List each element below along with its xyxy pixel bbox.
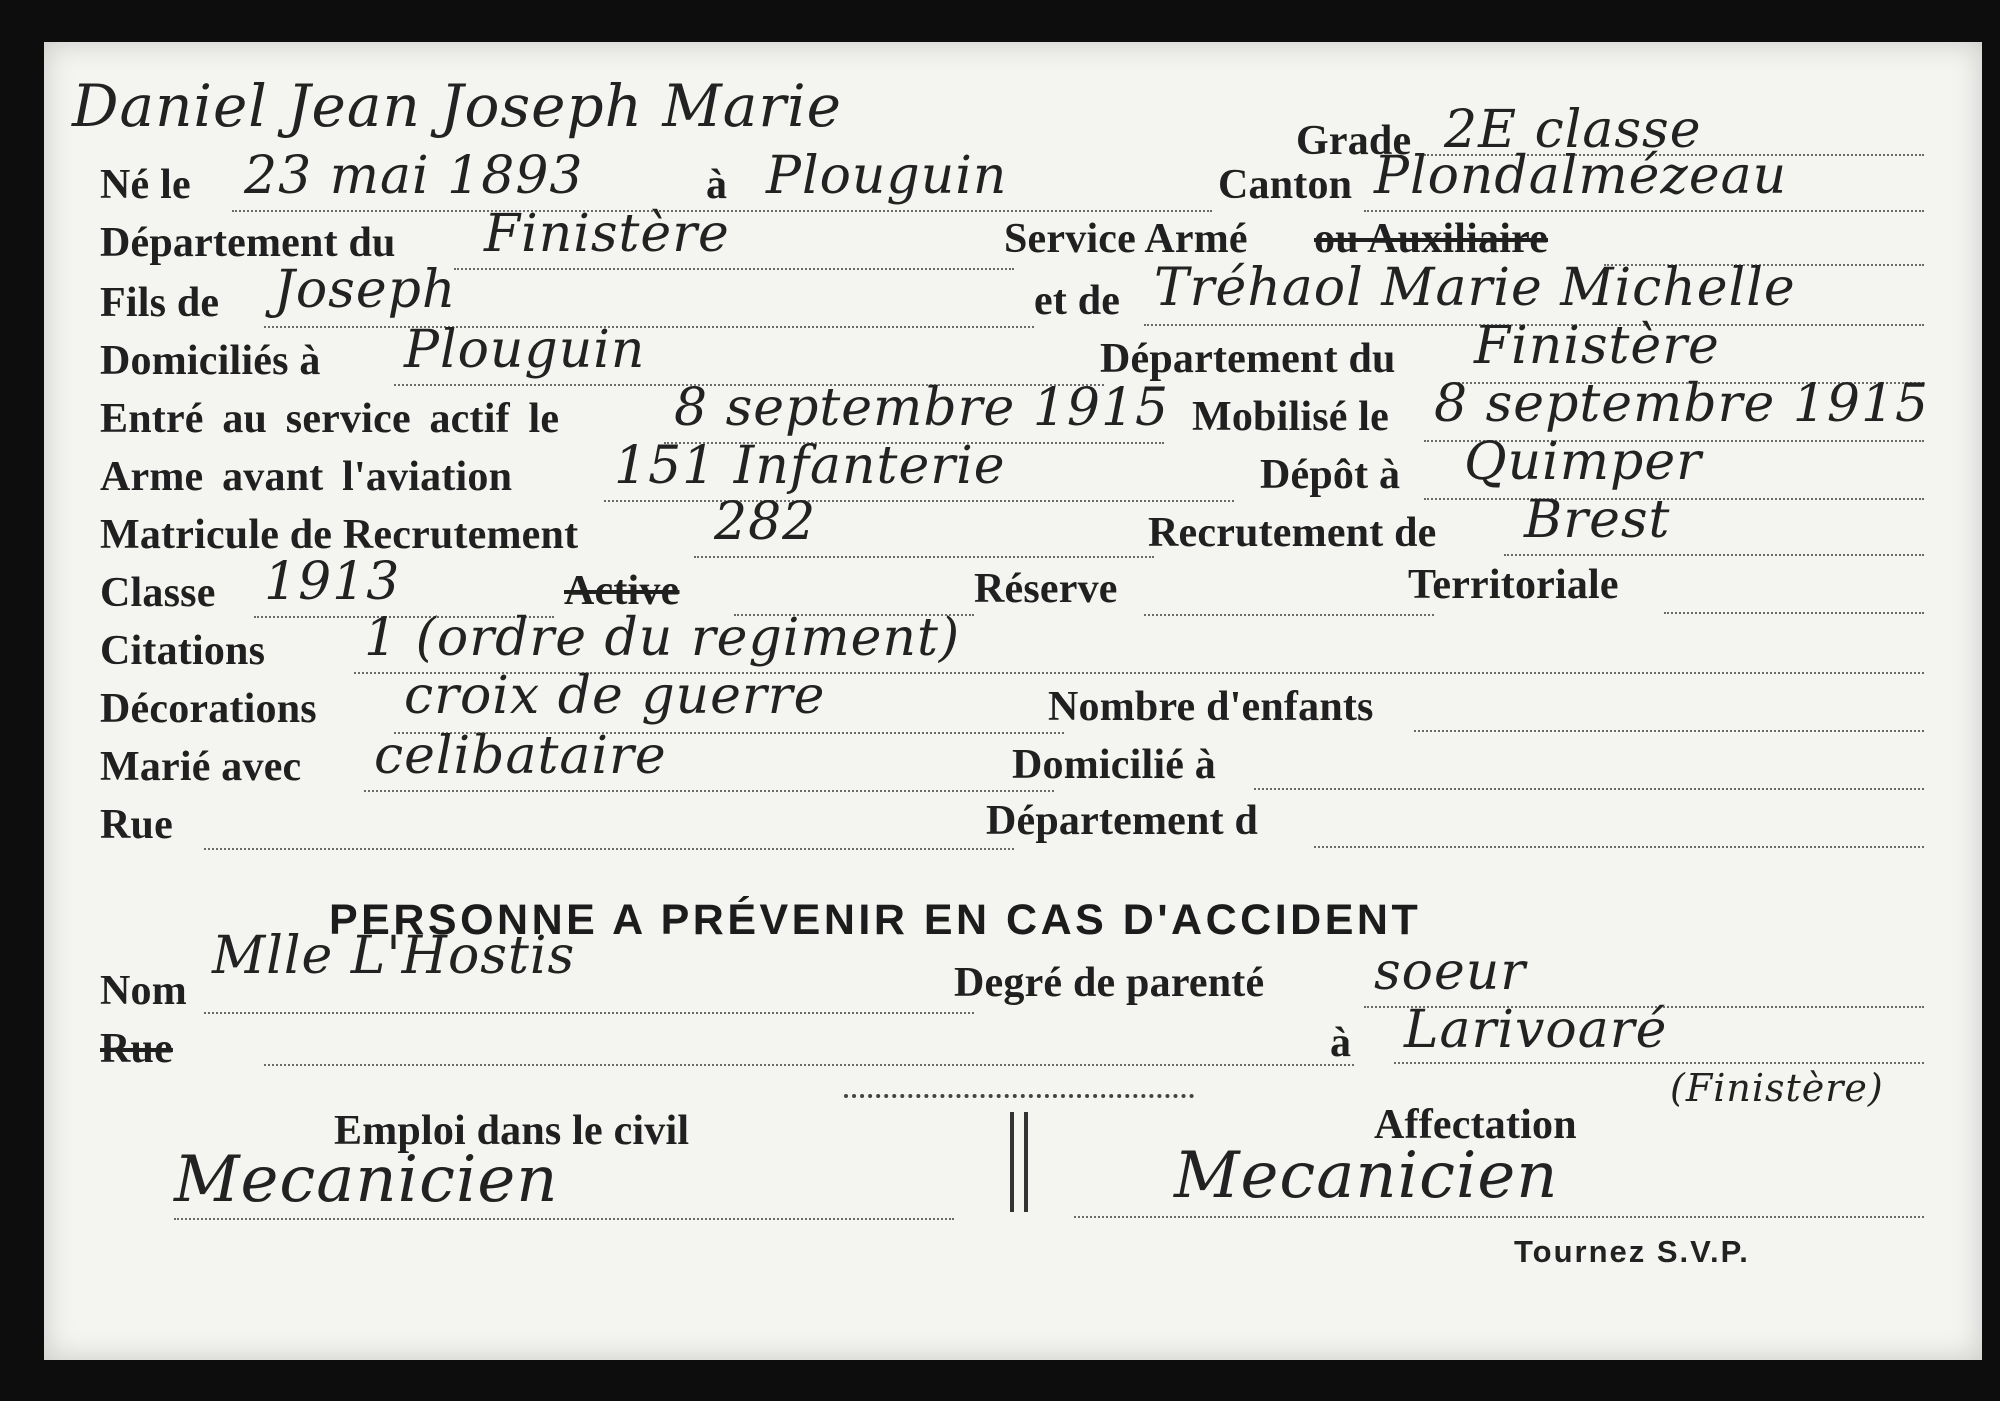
citations-label: Citations	[100, 628, 266, 674]
emploi-label: Emploi dans le civil	[334, 1108, 690, 1154]
decorations-label: Décorations	[100, 686, 317, 732]
tournez-svp: Tournez S.V.P.	[1514, 1234, 1750, 1269]
recrutement-label: Recrutement de	[1148, 510, 1437, 556]
classe-label: Classe	[100, 570, 216, 616]
double-bar-right	[1024, 1112, 1028, 1212]
active-struck: Active	[564, 568, 680, 614]
reserve-label: Réserve	[974, 566, 1118, 612]
marie-label: Marié avec	[100, 744, 302, 790]
service-struck: ou Auxiliaire	[1314, 216, 1549, 262]
canton-label: Canton	[1218, 162, 1353, 208]
row16-dotted-line-a	[174, 1218, 954, 1220]
departement-value: Finistère	[484, 204, 730, 264]
canton-value: Plondalmézeau	[1374, 146, 1788, 206]
grade-value: 2E classe	[1444, 100, 1702, 160]
territoriale-label: Territoriale	[1408, 562, 1619, 608]
row1-dotted-line-b	[1364, 210, 1924, 212]
ne-le-label: Né le	[100, 162, 191, 208]
a2-label: à	[1330, 1020, 1352, 1066]
domicilie-label: Domicilié à	[1012, 742, 1216, 788]
parente-label: Degré de parenté	[954, 960, 1265, 1006]
row2-dotted-line-a	[454, 268, 1014, 270]
arme-label: Arme avant l'aviation	[100, 454, 513, 500]
entre-value: 8 septembre 1915	[674, 378, 1170, 438]
domicilies-label: Domiciliés à	[100, 338, 321, 384]
ne-le-value: 23 mai 1893	[244, 146, 584, 206]
domicilies-value: Plouguin	[404, 320, 646, 380]
emploi-value: Mecanicien	[174, 1143, 559, 1217]
recrutement-value: Brest	[1524, 490, 1671, 550]
enfants-label: Nombre d'enfants	[1048, 684, 1374, 730]
accident-heading: PERSONNE A PRÉVENIR EN CAS D'ACCIDENT	[329, 896, 1422, 944]
parente-value: soeur	[1374, 942, 1527, 1002]
nom-label: Nom	[100, 968, 187, 1014]
a-label: à	[706, 162, 728, 208]
service-label: Service Armé	[1004, 216, 1248, 262]
et-de-label: et de	[1034, 278, 1121, 324]
citations-value: 1 (ordre du regiment)	[364, 608, 961, 668]
a-value: Plouguin	[766, 146, 1008, 206]
row11-dotted-line-b	[1254, 788, 1924, 790]
affectation-label: Affectation	[1374, 1102, 1577, 1148]
mobilise-value: 8 septembre 1915	[1434, 374, 1930, 434]
departement-label: Département du	[100, 220, 396, 266]
classe-value: 1913	[264, 552, 401, 612]
matricule-label: Matricule de Recrutement	[100, 512, 579, 558]
departement2-label: Département du	[1100, 336, 1396, 382]
row3-dotted-line-a	[264, 326, 1034, 328]
row8-dotted-line-d	[1664, 612, 1924, 614]
fils-de-value: Joseph	[274, 260, 457, 320]
double-bar-left	[1010, 1112, 1014, 1212]
a2-sub: (Finistère)	[1670, 1066, 1884, 1110]
row12-dotted-line-a	[204, 848, 1014, 850]
rue-label: Rue	[100, 802, 173, 848]
row12-dotted-line-b	[1314, 846, 1924, 848]
row6-dotted-line-b	[1424, 498, 1924, 500]
entre-label: Entré au service actif le	[100, 396, 560, 442]
row7-dotted-line-b	[1504, 554, 1924, 556]
departement3-label: Département d	[986, 798, 1259, 844]
row10-dotted-line-b	[1414, 730, 1924, 732]
row13-dotted-line-a	[204, 1012, 974, 1014]
row11-dotted-line-a	[364, 790, 1054, 792]
depot-value: Quimper	[1464, 432, 1702, 492]
mobilise-label: Mobilisé le	[1192, 394, 1390, 440]
row6-dotted-line-a	[604, 500, 1234, 502]
marie-value: celibataire	[374, 726, 667, 786]
section-divider	[844, 1094, 1194, 1098]
depot-label: Dépôt à	[1260, 452, 1401, 498]
a2-value: Larivoaré	[1404, 1000, 1668, 1060]
row8-dotted-line-c	[1144, 614, 1434, 616]
et-de-value: Tréhaol Marie Michelle	[1154, 258, 1796, 318]
grade-label: Grade	[1296, 118, 1412, 164]
military-record-card	[44, 42, 1982, 1360]
row7-dotted-line-a	[694, 556, 1154, 558]
row14-dotted-line-a	[264, 1064, 1354, 1066]
soldier-name: Daniel Jean Joseph Marie	[72, 72, 842, 140]
departement2-value: Finistère	[1474, 316, 1720, 376]
fils-de-label: Fils de	[100, 280, 220, 326]
rue2-label: Rue	[100, 1026, 173, 1072]
affectation-value: Mecanicien	[1174, 1139, 1559, 1213]
nom-value: Mlle L'Hostis	[212, 926, 576, 986]
matricule-value: 282	[714, 492, 817, 552]
row16-dotted-line-b	[1074, 1216, 1924, 1218]
decorations-value: croix de guerre	[404, 666, 826, 726]
arme-value: 151 Infanterie	[614, 436, 1006, 496]
